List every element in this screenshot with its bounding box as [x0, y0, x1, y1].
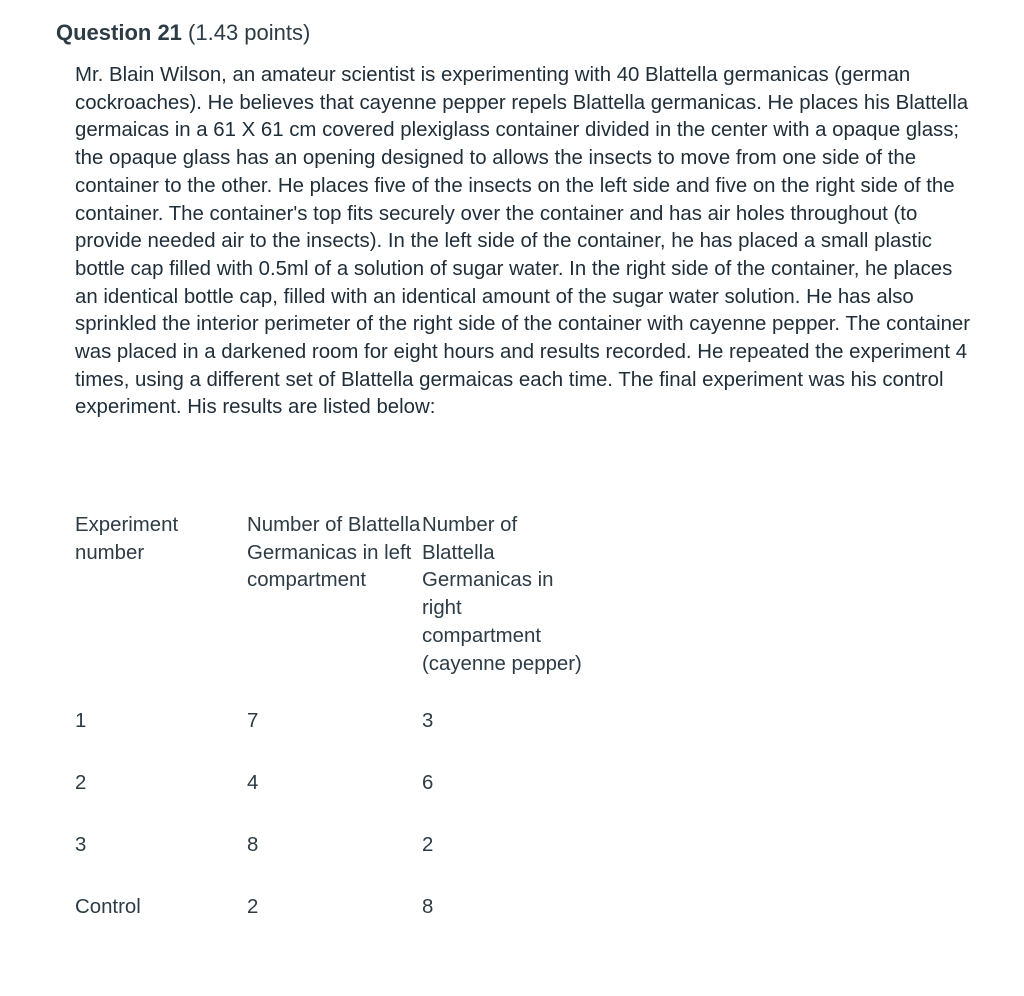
- table-row: [75, 832, 582, 894]
- header-left-compartment: Number of Blattella Germanicas in left compartment: [247, 514, 421, 592]
- table-header-row: [75, 512, 582, 708]
- results-table: [75, 512, 582, 956]
- cell-left-count: 2: [247, 896, 259, 919]
- question-header: [56, 18, 310, 48]
- cell-experiment: 2: [75, 772, 87, 795]
- cell-left-count: 4: [247, 772, 259, 795]
- table-row: [75, 894, 582, 956]
- cell-right-count: 2: [422, 834, 434, 857]
- cell-right-count: 3: [422, 710, 434, 733]
- question-body: Mr. Blain Wilson, an amateur scientist is experimenting with 40 Blattella germanicas (german cockroaches). He believes that cayenne pepper repels Blattella germanicas. He places his Blattella germaicas in a 61 X 61 cm covered plexiglass container divided in the center with a opaque glass; the opaque glass has an opening designed to allows the insects to move from one side of the container to the other. He places five of the insects on the left side and five on the right side of the container. The container's top fits securely over the container and has air holes throughout (to provide needed air to the insects). In the left side of the container, he has placed a small plastic bottle cap filled with 0.5ml of a solution of sugar water. In the right side of the container, he places an identical bottle cap, filled with an identical amount of the sugar water solution. He has also sprinkled the interior perimeter of the right side of the container with cayenne pepper. The container was placed in a darkened room for eight hours and results recorded. He repeated the experiment 4 times, using a different set of Blattella germaicas each time. The final experiment was his control experiment. His results are listed below:: [75, 64, 971, 419]
- question-points: (1.43 points): [188, 20, 311, 45]
- cell-experiment: 1: [75, 710, 87, 733]
- table-row: [75, 770, 582, 832]
- cell-left-count: 8: [247, 834, 259, 857]
- cell-experiment: 3: [75, 834, 87, 857]
- cell-left-count: 7: [247, 710, 259, 733]
- cell-right-count: 8: [422, 896, 434, 919]
- table-row: [75, 708, 582, 770]
- header-experiment-number: Experiment number: [75, 514, 179, 564]
- question-title: Question 21: [56, 20, 182, 45]
- header-right-compartment: Number of Blattella Germanicas in right compartment (cayenne pepper): [422, 514, 582, 675]
- cell-right-count: 6: [422, 772, 434, 795]
- cell-experiment: Control: [75, 896, 141, 919]
